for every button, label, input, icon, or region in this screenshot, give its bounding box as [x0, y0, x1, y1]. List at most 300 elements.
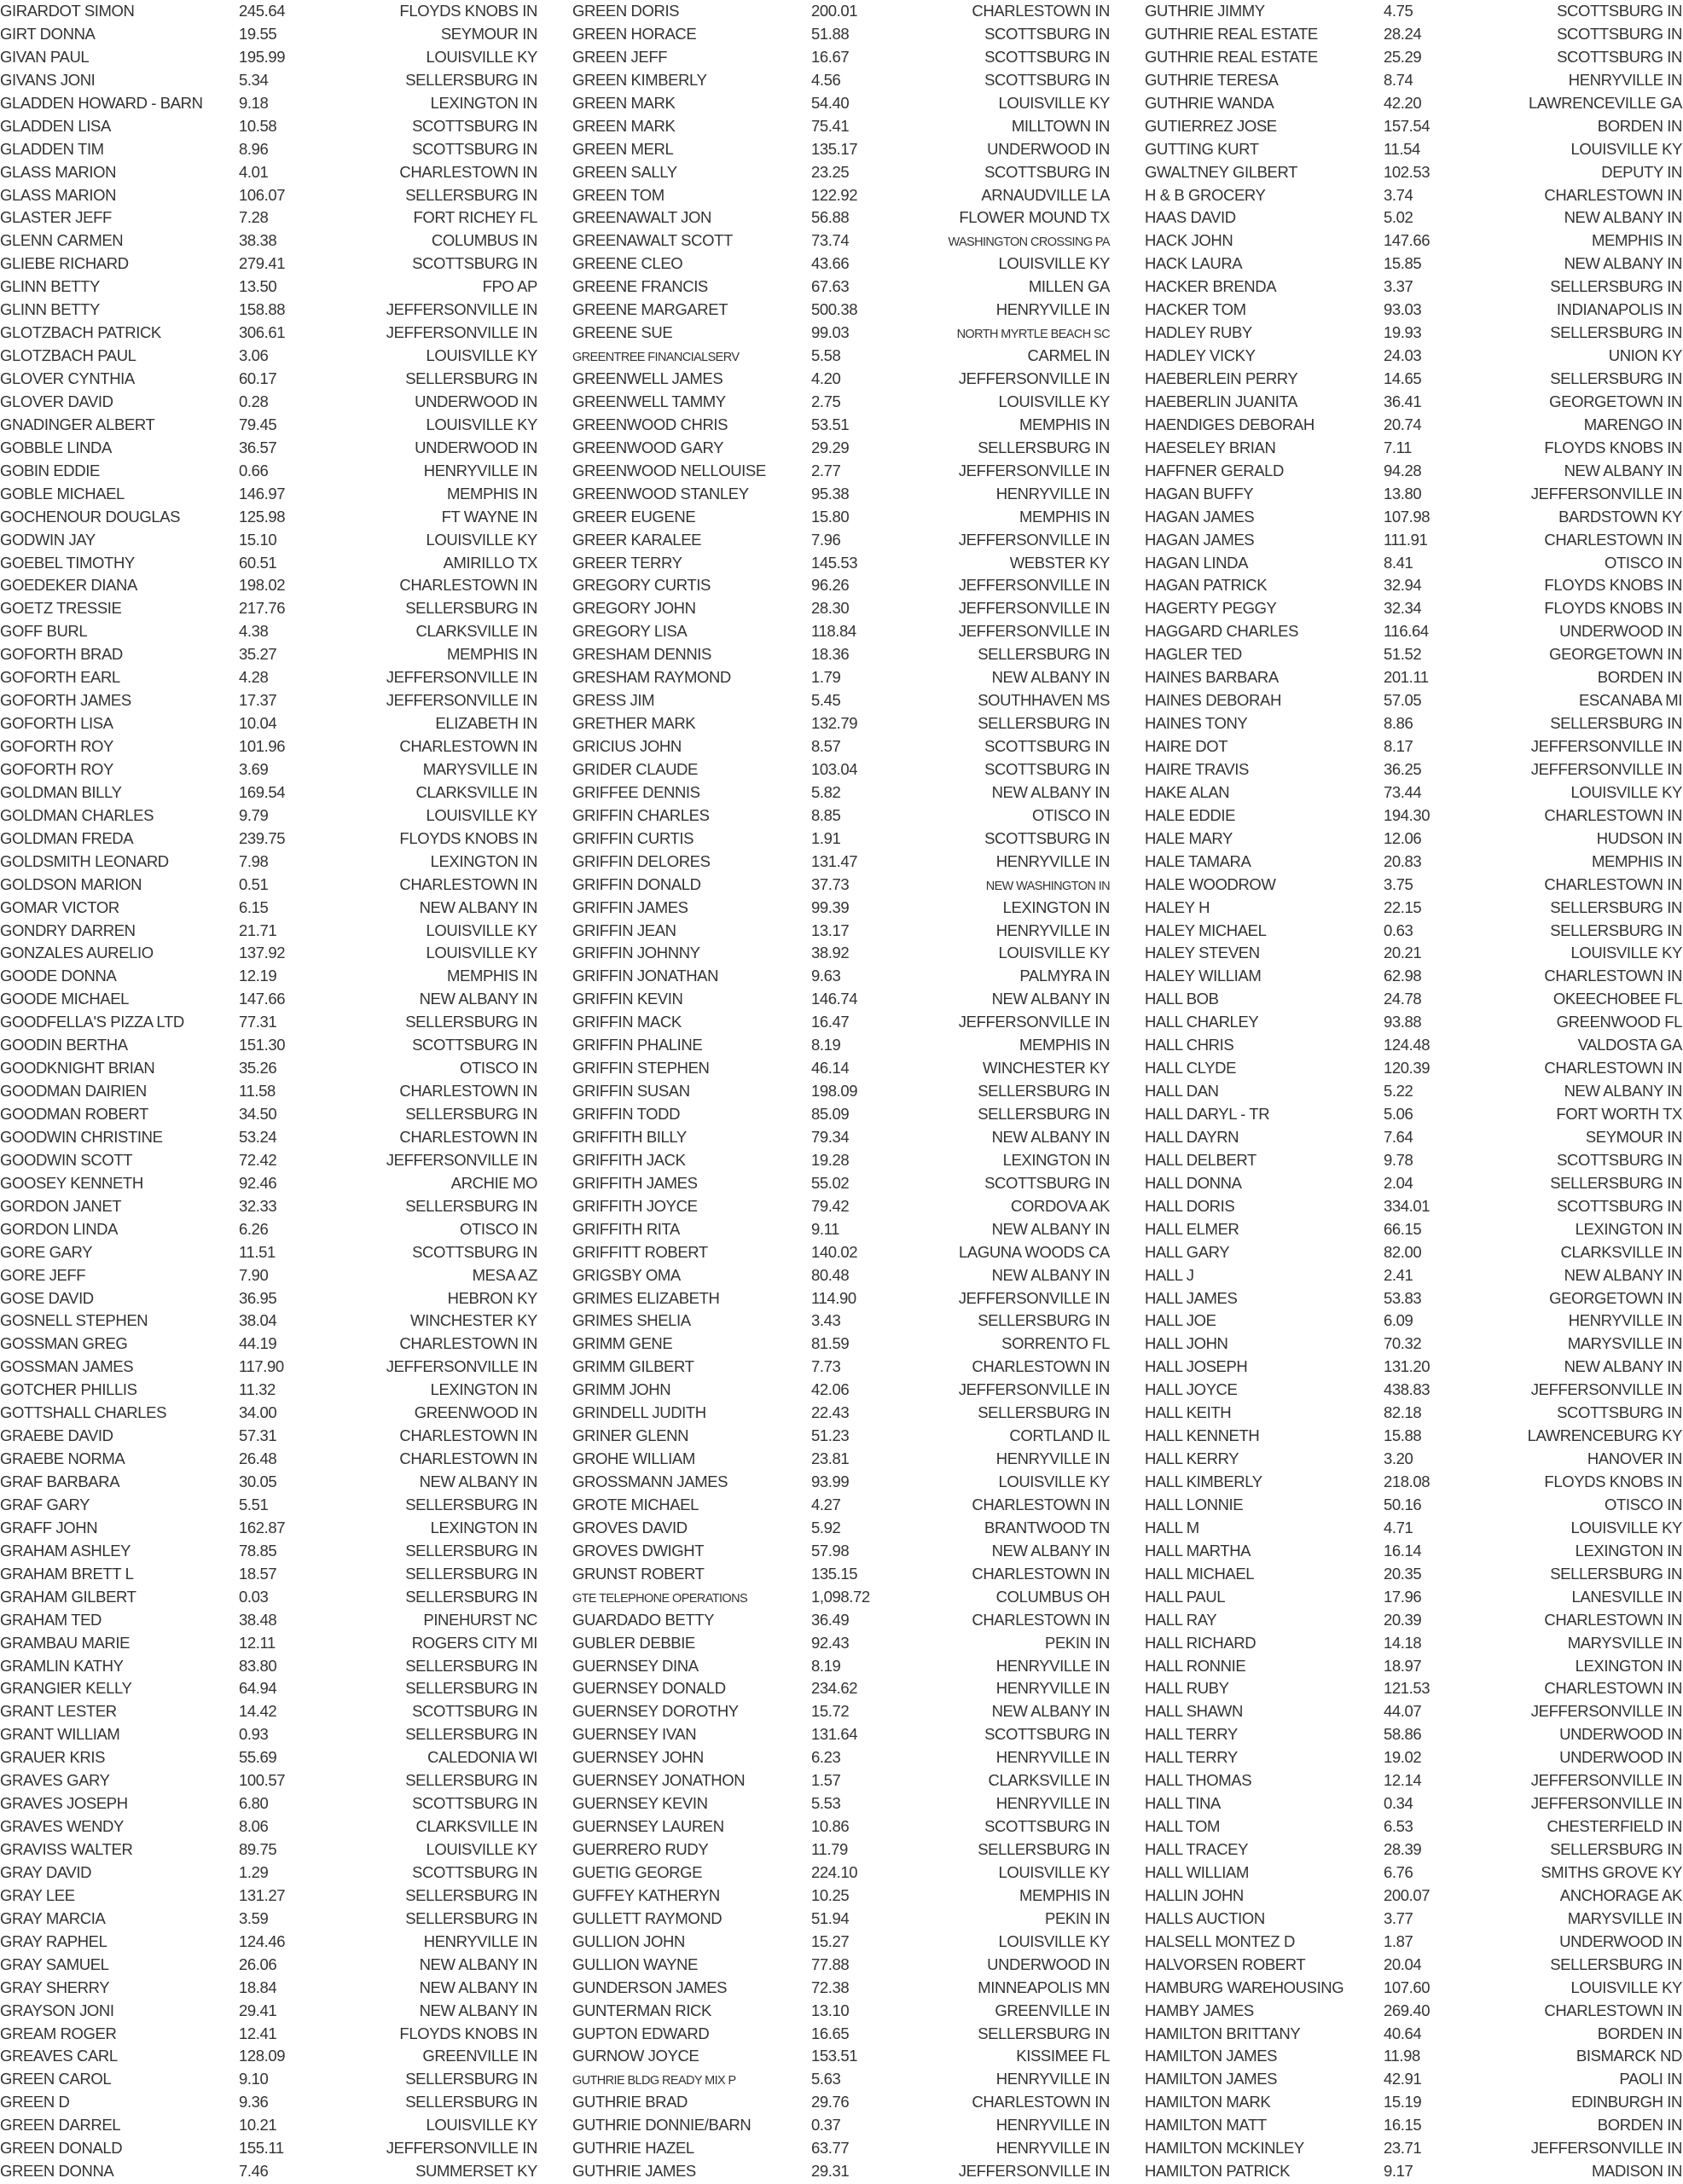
list-row [572, 115, 1110, 138]
list-row [572, 1885, 1110, 1908]
owner-name: GREER TERRY [572, 553, 682, 572]
owner-city: ANCHORAGE AK [1559, 1885, 1682, 1904]
amount: 279.41 [239, 254, 286, 273]
list-row [0, 620, 537, 643]
owner-city: JEFFERSONVILLE IN [1530, 737, 1682, 755]
list-row [0, 1769, 537, 1792]
list-row [572, 437, 1110, 460]
owner-city: JEFFERSONVILLE IN [386, 2139, 537, 2158]
owner-city: PINEHURST NC [423, 1610, 537, 1629]
owner-name: GREEN DARREL [0, 2116, 121, 2135]
amount: 17.96 [1384, 1587, 1422, 1606]
owner-city: NEW ALBANY IN [991, 990, 1110, 1008]
list-row [572, 1655, 1110, 1678]
list-row [0, 1517, 537, 1540]
owner-city: HENRYVILLE IN [995, 1449, 1110, 1468]
amount: 245.64 [239, 2, 286, 20]
owner-name: GREGORY LISA [572, 622, 688, 641]
amount: 140.02 [811, 1242, 858, 1261]
amount: 50.16 [1384, 1495, 1422, 1513]
list-row [0, 1792, 537, 1815]
owner-city: SELLERSBURG IN [978, 1403, 1110, 1422]
amount: 23.25 [811, 162, 850, 181]
amount: 3.43 [811, 1311, 841, 1330]
list-row [572, 2045, 1110, 2068]
list-row [0, 920, 537, 943]
owner-city: JEFFERSONVILLE IN [958, 1380, 1110, 1399]
list-row [572, 1700, 1110, 1723]
owner-city: SELLERSBURG IN [405, 1656, 537, 1675]
amount: 29.29 [811, 438, 850, 456]
owner-city: MARYSVILLE IN [422, 759, 537, 778]
owner-name: GRAVES WENDY [0, 1817, 124, 1836]
owner-name: GLIEBE RICHARD [0, 254, 129, 273]
amount: 57.31 [239, 1426, 277, 1445]
owner-name: HAGAN JAMES [1145, 507, 1255, 526]
owner-name: GREEN MARK [572, 93, 676, 112]
list-row [0, 1746, 537, 1769]
owner-city: FT WAYNE IN [441, 507, 537, 526]
amount: 3.06 [239, 346, 269, 365]
list-row [1145, 1723, 1682, 1746]
list-row [0, 1287, 537, 1310]
list-row [572, 1448, 1110, 1471]
list-row [572, 1540, 1110, 1563]
owner-city: MADISON IN [1592, 2162, 1682, 2181]
owner-city: CHARLESTOWN IN [399, 1426, 537, 1445]
amount: 0.37 [811, 2116, 841, 2135]
list-row [1145, 1862, 1682, 1885]
list-row [0, 115, 537, 138]
amount: 7.73 [811, 1357, 841, 1376]
list-row [0, 597, 537, 620]
owner-city: BARDSTOWN KY [1558, 507, 1682, 526]
amount: 56.88 [811, 208, 850, 227]
amount: 5.34 [239, 70, 269, 89]
owner-city: LAWRENCEVILLE GA [1528, 93, 1682, 112]
owner-name: GOLDMAN CHARLES [0, 805, 154, 824]
amount: 7.96 [811, 530, 841, 549]
owner-city: OKEECHOBEE FL [1552, 990, 1682, 1008]
owner-city: INDIANAPOLIS IN [1556, 300, 1682, 319]
amount: 15.19 [1384, 2093, 1422, 2111]
owner-name: HALE WOODROW [1145, 874, 1276, 893]
owner-city: WINCHESTER KY [983, 1059, 1110, 1077]
owner-name: GRIGSBY OMA [572, 1265, 681, 1284]
owner-city: FLOYDS KNOBS IN [399, 828, 537, 847]
list-row [572, 299, 1110, 322]
owner-city: CHARLESTOWN IN [1544, 1059, 1682, 1077]
owner-city: SELLERSBURG IN [1550, 714, 1682, 733]
owner-city: FORT WORTH TX [1556, 1105, 1682, 1123]
owner-city: UNDERWOOD IN [1559, 1725, 1682, 1744]
owner-city: CHARLESTOWN IN [1544, 874, 1682, 893]
list-row [572, 345, 1110, 368]
owner-city: SCOTTSBURG IN [984, 737, 1110, 755]
owner-city: BORDEN IN [1597, 2024, 1682, 2042]
owner-city: SELLERSBURG IN [1550, 369, 1682, 387]
owner-city: JEFFERSONVILLE IN [958, 599, 1110, 618]
list-row [0, 712, 537, 735]
amount: 38.38 [239, 231, 277, 250]
list-row [0, 1815, 537, 1838]
owner-name: GRAMBAU MARIE [0, 1633, 131, 1652]
amount: 53.83 [1384, 1288, 1422, 1307]
owner-name: GOEDEKER DIANA [0, 576, 137, 595]
amount: 10.21 [239, 2116, 277, 2135]
list-row [1145, 299, 1682, 322]
owner-city: SELLERSBURG IN [405, 1564, 537, 1583]
owner-name: HALE EDDIE [1145, 805, 1236, 824]
owner-name: GRIFFIN JAMES [572, 897, 688, 916]
list-row [572, 574, 1110, 597]
owner-city: SELLERSBURG IN [1550, 897, 1682, 916]
list-row [572, 206, 1110, 229]
owner-name: GRIFFITH JACK [572, 1150, 686, 1169]
list-row [572, 1310, 1110, 1333]
owner-name: HALL DARYL - TR [1145, 1105, 1270, 1123]
owner-city: SCOTTSBURG IN [412, 1794, 537, 1813]
amount: 26.48 [239, 1449, 277, 1468]
owner-name: GRICIUS JOHN [572, 737, 682, 755]
list-row [0, 897, 537, 920]
amount: 95.38 [811, 484, 850, 502]
owner-city: FLOWER MOUND TX [959, 208, 1110, 227]
owner-city: HENRYVILLE IN [995, 1679, 1110, 1698]
owner-name: GOSNELL STEPHEN [0, 1311, 148, 1330]
amount: 7.11 [1384, 438, 1413, 456]
list-row [572, 2137, 1110, 2160]
owner-name: GOODWIN SCOTT [0, 1150, 133, 1169]
list-row [572, 92, 1110, 115]
owner-city: JEFFERSONVILLE IN [958, 530, 1110, 549]
owner-city: CHARLESTOWN IN [972, 2093, 1110, 2111]
owner-name: GRINER GLENN [572, 1426, 689, 1445]
owner-city: SELLERSBURG IN [978, 645, 1110, 664]
list-row [572, 689, 1110, 712]
owner-city: OTISCO IN [1605, 553, 1682, 572]
owner-name: HALL JAMES [1145, 1288, 1238, 1307]
amount: 117.90 [239, 1357, 284, 1376]
owner-name: GOLDMAN BILLY [0, 782, 122, 801]
owner-city: HENRYVILLE IN [995, 851, 1110, 870]
owner-city: LOUISVILLE KY [998, 392, 1110, 410]
amount: 147.66 [239, 990, 286, 1008]
owner-city: SCOTTSBURG IN [1557, 1403, 1682, 1422]
list-row [1145, 851, 1682, 874]
amount: 32.94 [1384, 576, 1422, 595]
list-row [572, 1954, 1110, 1977]
amount: 9.10 [239, 2070, 269, 2088]
amount: 11.51 [239, 1242, 276, 1261]
amount: 218.08 [1384, 1472, 1431, 1490]
owner-city: CHARLESTOWN IN [972, 1564, 1110, 1583]
owner-city: NEW ALBANY IN [419, 2001, 537, 2019]
amount: 51.88 [811, 24, 850, 43]
owner-name: GOBIN EDDIE [0, 461, 100, 479]
owner-name: HAEBERLEIN PERRY [1145, 369, 1298, 387]
amount: 25.29 [1384, 47, 1422, 66]
owner-city: SELLERSBURG IN [978, 1840, 1110, 1858]
amount: 44.19 [239, 1334, 277, 1353]
amount: 92.43 [811, 1633, 850, 1652]
list-row [1145, 1126, 1682, 1149]
owner-city: SELLERSBURG IN [405, 369, 537, 387]
list-row [0, 942, 537, 965]
owner-city: PEKIN IN [1045, 1633, 1110, 1652]
amount: 82.00 [1384, 1242, 1422, 1261]
owner-name: HALL TOM [1145, 1817, 1220, 1836]
list-row [572, 643, 1110, 666]
owner-name: GREGORY JOHN [572, 599, 696, 618]
list-row [572, 1723, 1110, 1746]
owner-name: GLASS MARION [0, 185, 117, 204]
owner-city: JEFFERSONVILLE IN [1530, 759, 1682, 778]
amount: 438.83 [1384, 1380, 1431, 1399]
owner-city: SCOTTSBURG IN [984, 1725, 1110, 1744]
list-row [572, 161, 1110, 184]
amount: 4.27 [811, 1495, 841, 1513]
amount: 53.51 [811, 415, 850, 433]
list-row [0, 643, 537, 666]
owner-name: GREEN HORACE [572, 24, 697, 43]
owner-name: HALL DONNA [1145, 1173, 1242, 1192]
list-row [572, 1218, 1110, 1241]
list-row [1145, 0, 1682, 23]
owner-city: MEMPHIS IN [1019, 415, 1110, 433]
owner-name: HALL RAY [1145, 1610, 1217, 1629]
owner-name: HAGAN LINDA [1145, 553, 1249, 572]
amount: 118.84 [811, 622, 856, 641]
list-row [572, 506, 1110, 529]
amount: 132.79 [811, 714, 858, 733]
owner-city: SCOTTSBURG IN [984, 162, 1110, 181]
amount: 107.60 [1384, 1978, 1431, 1996]
owner-city: CHARLESTOWN IN [399, 1127, 537, 1146]
owner-name: GREEN JEFF [572, 47, 668, 66]
list-row [1145, 161, 1682, 184]
owner-name: GOFF BURL [0, 622, 88, 641]
list-row [1145, 1218, 1682, 1241]
amount: 36.41 [1384, 392, 1422, 410]
owner-name: HAENDIGES DEBORAH [1145, 415, 1314, 433]
list-row [572, 23, 1110, 46]
owner-name: HALL KEITH [1145, 1403, 1232, 1422]
owner-name: GROVES DWIGHT [572, 1541, 705, 1560]
list-row [1145, 1838, 1682, 1862]
list-row [0, 735, 537, 758]
owner-city: SELLERSBURG IN [978, 1311, 1110, 1330]
owner-name: GUNDERSON JAMES [572, 1978, 728, 1996]
owner-name: HALL LONNIE [1145, 1495, 1244, 1513]
owner-city: MARYSVILLE IN [1567, 1908, 1682, 1927]
owner-city: SELLERSBURG IN [1550, 1955, 1682, 1973]
owner-name: HAMILTON JAMES [1145, 2047, 1278, 2065]
owner-city: LEXINGTON IN [1575, 1219, 1682, 1238]
owner-name: GRAY LEE [0, 1885, 75, 1904]
owner-name: HACK LAURA [1145, 254, 1243, 273]
amount: 153.51 [811, 2047, 858, 2065]
owner-name: GRAMLIN KATHY [0, 1656, 124, 1675]
owner-city: CLARKSVILLE IN [415, 622, 537, 641]
owner-name: GREEN DONALD [0, 2139, 123, 2158]
list-row [1145, 1769, 1682, 1792]
amount: 16.65 [811, 2024, 850, 2042]
list-row [1145, 460, 1682, 483]
owner-name: GORDON JANET [0, 1196, 122, 1215]
list-row [572, 414, 1110, 437]
owner-name: GRAY DAVID [0, 1862, 92, 1881]
list-row [1145, 92, 1682, 115]
amount: 57.05 [1384, 691, 1422, 710]
owner-city: LEXINGTON IN [430, 851, 537, 870]
owner-city: MILLTOWN IN [1011, 116, 1110, 135]
list-row [572, 1080, 1110, 1103]
amount: 146.74 [811, 990, 858, 1008]
amount: 239.75 [239, 828, 286, 847]
amount: 13.17 [811, 921, 850, 939]
amount: 4.71 [1384, 1518, 1413, 1536]
amount: 70.32 [1384, 1334, 1422, 1353]
owner-city: MINNEAPOLIS MN [978, 1978, 1110, 1996]
owner-city: SELLERSBURG IN [1550, 1840, 1682, 1858]
list-row [572, 1931, 1110, 1954]
amount: 195.99 [239, 47, 286, 66]
owner-city: CLARKSVILLE IN [988, 1771, 1110, 1790]
owner-name: GREEN MERL [572, 139, 674, 158]
owner-name: GOEBEL TIMOTHY [0, 553, 135, 572]
owner-name: GRAVES GARY [0, 1771, 110, 1790]
owner-name: GRUNST ROBERT [572, 1564, 705, 1583]
amount: 29.31 [811, 2162, 850, 2181]
owner-city: ARCHIE MO [450, 1173, 537, 1192]
list-row [572, 1149, 1110, 1172]
owner-city: MILLEN GA [1028, 277, 1110, 296]
owner-city: EDINBURGH IN [1571, 2093, 1682, 2111]
owner-city: SCOTTSBURG IN [412, 116, 537, 135]
list-row [0, 1057, 537, 1080]
owner-city: UNION KY [1608, 346, 1682, 365]
amount: 3.74 [1384, 185, 1413, 204]
list-row [572, 988, 1110, 1011]
list-row [0, 804, 537, 828]
owner-city: UNDERWOOD IN [1559, 1931, 1682, 1950]
owner-name: GRIFFITH BILLY [572, 1127, 687, 1146]
amount: 55.69 [239, 1748, 277, 1767]
owner-city: JEFFERSONVILLE IN [1530, 1794, 1682, 1813]
list-row [0, 1700, 537, 1723]
owner-city: NEW ALBANY IN [1564, 208, 1682, 227]
owner-name: GRIFFIN JONATHAN [572, 967, 719, 985]
amount: 0.66 [239, 461, 269, 479]
list-row [572, 460, 1110, 483]
owner-name: GREENWOOD CHRIS [572, 415, 728, 433]
owner-name: HALL SHAWN [1145, 1702, 1243, 1721]
owner-city: CLARKSVILLE IN [415, 782, 537, 801]
owner-city: JEFFERSONVILLE IN [958, 369, 1110, 387]
owner-name: GUTHRIE JAMES [572, 2162, 696, 2181]
owner-city: ROGERS CITY MI [411, 1633, 537, 1652]
owner-name: GUTHRIE BRAD [572, 2093, 688, 2111]
amount: 36.49 [811, 1610, 850, 1629]
amount: 103.04 [811, 759, 858, 778]
list-row [0, 988, 537, 1011]
owner-city: SCOTTSBURG IN [984, 1173, 1110, 1192]
owner-city: LOUISVILLE KY [998, 1472, 1110, 1490]
owner-name: GOODE MICHAEL [0, 990, 130, 1008]
owner-city: UNDERWOOD IN [987, 1955, 1110, 1973]
owner-name: HALL MARTHA [1145, 1541, 1251, 1560]
owner-name: GLADDEN TIM [0, 139, 104, 158]
amount: 24.03 [1384, 346, 1422, 365]
list-row [572, 253, 1110, 276]
owner-city: SMITHS GROVE KY [1541, 1862, 1682, 1881]
owner-city: JEFFERSONVILLE IN [958, 1288, 1110, 1307]
list-row [572, 1333, 1110, 1356]
list-row [0, 1494, 537, 1517]
list-row [0, 69, 537, 92]
owner-city: HENRYVILLE IN [995, 484, 1110, 502]
owner-name: GRIFFIN PHALINE [572, 1036, 703, 1054]
owner-name: GOFORTH BRAD [0, 645, 123, 664]
owner-city: FLOYDS KNOBS IN [1544, 599, 1682, 618]
owner-city: JEFFERSONVILLE IN [386, 300, 537, 319]
owner-city: NORTH MYRTLE BEACH SC [956, 328, 1110, 342]
owner-city: JEFFERSONVILLE IN [1530, 1702, 1682, 1721]
owner-city: SCOTTSBURG IN [984, 1817, 1110, 1836]
owner-name: GRIFFITH JAMES [572, 1173, 698, 1192]
amount: 0.51 [239, 874, 269, 893]
owner-name: HALL CLYDE [1145, 1059, 1237, 1077]
amount: 11.54 [1384, 139, 1420, 158]
list-row [0, 1677, 537, 1700]
owner-name: GRESHAM RAYMOND [572, 668, 731, 687]
owner-name: HAMBURG WAREHOUSING [1145, 1978, 1344, 1996]
list-row [572, 1494, 1110, 1517]
owner-city: GEORGETOWN IN [1549, 1288, 1682, 1307]
list-column-2 [572, 0, 1110, 2184]
list-row [0, 2023, 537, 2046]
owner-name: GREENWELL TAMMY [572, 392, 726, 410]
list-row [1145, 1931, 1682, 1954]
owner-name: GOSSMAN JAMES [0, 1357, 134, 1376]
list-row [572, 1425, 1110, 1448]
amount: 19.28 [811, 1150, 850, 1169]
list-row [0, 391, 537, 414]
list-row [572, 758, 1110, 781]
owner-city: LOUISVILLE KY [426, 530, 537, 549]
owner-city: SELLERSBURG IN [405, 1725, 537, 1744]
owner-name: GORE JEFF [0, 1265, 86, 1284]
owner-name: GOODIN BERTHA [0, 1036, 128, 1054]
owner-city: NEW ALBANY IN [1564, 1082, 1682, 1101]
owner-name: GREENAWALT JON [572, 208, 711, 227]
owner-city: HENRYVILLE IN [1568, 70, 1682, 89]
list-row [1145, 1609, 1682, 1632]
amount: 73.44 [1384, 782, 1422, 801]
owner-city: SELLERSBURG IN [405, 1495, 537, 1513]
owner-name: GRIMM GENE [572, 1334, 673, 1353]
owner-name: HALL DELBERT [1145, 1150, 1256, 1169]
list-row [572, 483, 1110, 506]
amount: 12.06 [1384, 828, 1422, 847]
owner-name: GREEN TOM [572, 185, 664, 204]
owner-city: SELLERSBURG IN [405, 2093, 537, 2111]
owner-name: HALL PAUL [1145, 1587, 1226, 1606]
owner-city: LAGUNA WOODS CA [959, 1242, 1110, 1261]
list-row [1145, 712, 1682, 735]
owner-city: WINCHESTER KY [410, 1311, 537, 1330]
